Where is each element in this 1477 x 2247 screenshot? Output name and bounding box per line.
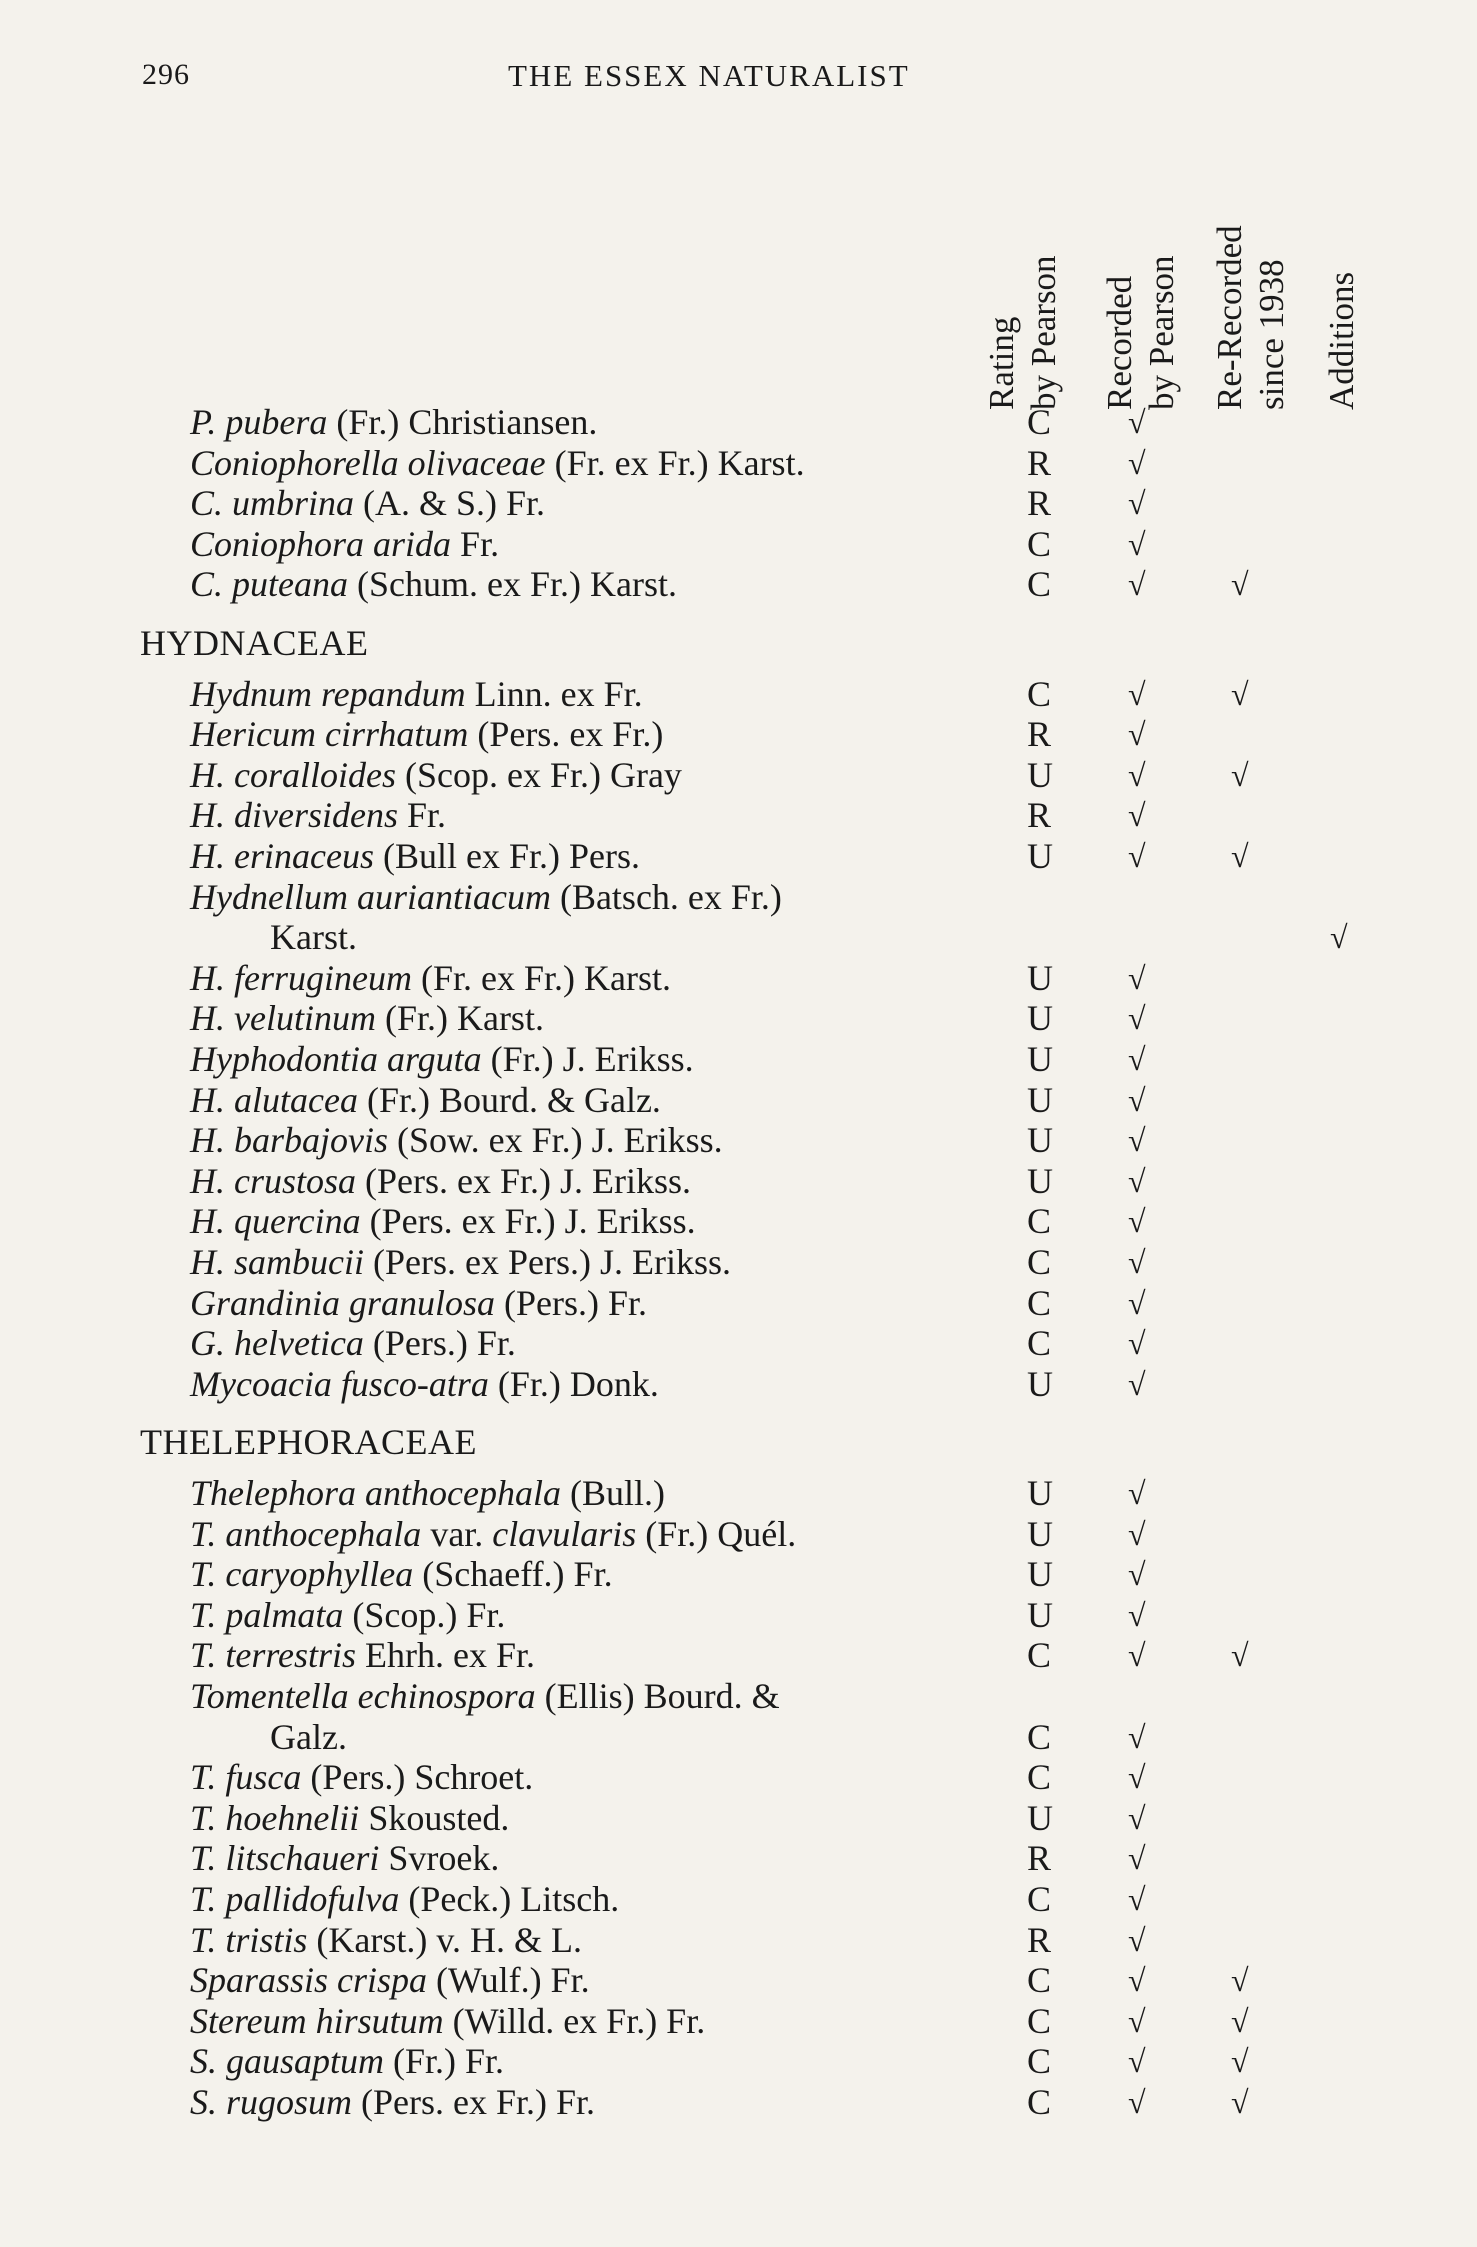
species-name bbox=[190, 958, 671, 998]
species-authority: (Scop. ex Fr.) Gray bbox=[395, 755, 682, 795]
recorded-tick: √ bbox=[1128, 1597, 1146, 1633]
species-authority: (Schum. ex Fr.) Karst. bbox=[348, 564, 677, 604]
species-authority: Karst. bbox=[270, 917, 357, 957]
species-name bbox=[190, 524, 499, 564]
species-authority: (Bull ex Fr.) Pers. bbox=[373, 836, 640, 876]
recorded-tick: √ bbox=[1128, 1800, 1146, 1836]
rating-cell: U bbox=[1027, 1514, 1053, 1554]
species-name bbox=[190, 1283, 647, 1323]
table-row bbox=[0, 795, 1477, 835]
species-name bbox=[190, 836, 640, 876]
species-binomial: Stereum hirsutum bbox=[190, 2001, 444, 2041]
section-heading bbox=[0, 1422, 1477, 1462]
recorded-tick: √ bbox=[1128, 1082, 1146, 1118]
rating-cell: C bbox=[1027, 1323, 1052, 1363]
rerecorded-tick: √ bbox=[1231, 2003, 1249, 2039]
recorded-tick: √ bbox=[1128, 1285, 1146, 1321]
recorded-tick: √ bbox=[1128, 566, 1146, 602]
rerecorded-tick: √ bbox=[1231, 838, 1249, 874]
recorded-tick: √ bbox=[1128, 1366, 1146, 1402]
table-row bbox=[0, 1364, 1477, 1404]
species-binomial: Thelephora anthocephala bbox=[190, 1473, 561, 1513]
species-authority: var. clavularis (Fr.) Quél. bbox=[421, 1514, 797, 1554]
species-binomial: Tomentella echinospora bbox=[190, 1676, 536, 1716]
rating-cell: R bbox=[1027, 714, 1052, 754]
table-row bbox=[0, 1757, 1477, 1797]
recorded-tick: √ bbox=[1128, 838, 1146, 874]
species-binomial: C. puteana bbox=[190, 564, 348, 604]
recorded-tick: √ bbox=[1128, 1922, 1146, 1958]
rating-cell: U bbox=[1027, 1554, 1053, 1594]
table-row bbox=[0, 2041, 1477, 2081]
species-binomial: G. helvetica bbox=[190, 1323, 364, 1363]
species-binomial: T. tristis bbox=[190, 1920, 308, 1960]
column-header-additions: Additions bbox=[1322, 271, 1361, 410]
rating-cell: C bbox=[1027, 1635, 1052, 1675]
table-row bbox=[0, 1242, 1477, 1282]
recorded-tick: √ bbox=[1128, 1881, 1146, 1917]
table-row bbox=[0, 1283, 1477, 1323]
species-authority: (Fr.) Christiansen. bbox=[327, 402, 598, 442]
species-binomial: H. sambucii bbox=[190, 1242, 364, 1282]
species-name bbox=[190, 1554, 613, 1594]
species-authority: (Karst.) v. H. & L. bbox=[307, 1920, 582, 1960]
rating-cell: C bbox=[1027, 1201, 1052, 1241]
rating-cell: C bbox=[1027, 402, 1052, 442]
species-name bbox=[190, 443, 805, 483]
table-row bbox=[0, 1960, 1477, 2000]
species-binomial: H. erinaceus bbox=[190, 836, 374, 876]
species-name bbox=[190, 1676, 780, 1716]
species-binomial: Coniophora arida bbox=[190, 524, 452, 564]
table-row bbox=[0, 2082, 1477, 2122]
rerecorded-tick: √ bbox=[1231, 757, 1249, 793]
table-row bbox=[0, 998, 1477, 1038]
species-name bbox=[190, 1364, 659, 1404]
species-authority: (Bull.) bbox=[560, 1473, 665, 1513]
species-name bbox=[190, 402, 597, 442]
species-name bbox=[270, 917, 357, 957]
species-authority: (Peck.) Litsch. bbox=[399, 1879, 620, 1919]
species-authority: Galz. bbox=[270, 1717, 347, 1757]
table-row bbox=[0, 1201, 1477, 1241]
rating-cell: C bbox=[1027, 524, 1052, 564]
rating-cell: C bbox=[1027, 1242, 1052, 1282]
table-row bbox=[0, 2001, 1477, 2041]
rating-cell: C bbox=[1027, 1717, 1052, 1757]
species-name bbox=[190, 2001, 705, 2041]
recorded-tick: √ bbox=[1128, 485, 1146, 521]
species-binomial: H. crustosa bbox=[190, 1161, 357, 1201]
species-binomial: H. ferrugineum bbox=[190, 958, 412, 998]
species-authority: Ehrh. ex Fr. bbox=[356, 1635, 536, 1675]
species-name bbox=[190, 795, 446, 835]
column-header-rerecorded: Re-Recorded since 1938 bbox=[1210, 225, 1291, 410]
recorded-tick: √ bbox=[1128, 1556, 1146, 1592]
recorded-tick: √ bbox=[1128, 1637, 1146, 1673]
rating-cell: U bbox=[1027, 1120, 1053, 1160]
recorded-tick: √ bbox=[1128, 1203, 1146, 1239]
rerecorded-tick: √ bbox=[1231, 2043, 1249, 2079]
species-name bbox=[190, 1960, 590, 2000]
rating-cell: U bbox=[1027, 755, 1053, 795]
table-row bbox=[0, 564, 1477, 604]
table-row bbox=[0, 1635, 1477, 1675]
rating-cell: C bbox=[1027, 1283, 1052, 1323]
species-name bbox=[270, 1717, 347, 1757]
species-name bbox=[190, 564, 677, 604]
rating-cell: U bbox=[1027, 1364, 1053, 1404]
recorded-tick: √ bbox=[1128, 1244, 1146, 1280]
table-row bbox=[0, 1838, 1477, 1878]
table-row bbox=[0, 1473, 1477, 1513]
rating-cell: U bbox=[1027, 1039, 1053, 1079]
species-name bbox=[190, 998, 544, 1038]
table-row bbox=[0, 1080, 1477, 1120]
species-binomial: H. coralloides bbox=[190, 755, 396, 795]
species-authority: (Fr.) Fr. bbox=[384, 2041, 505, 2081]
table-row bbox=[0, 402, 1477, 442]
rating-cell: C bbox=[1027, 674, 1052, 714]
recorded-tick: √ bbox=[1128, 797, 1146, 833]
species-binomial: Hydnum repandum bbox=[190, 674, 466, 714]
species-binomial: T. fusca bbox=[190, 1757, 302, 1797]
rating-cell: R bbox=[1027, 1920, 1052, 1960]
species-name bbox=[190, 1242, 731, 1282]
species-name bbox=[190, 2041, 504, 2081]
rating-cell: R bbox=[1027, 1838, 1052, 1878]
recorded-tick: √ bbox=[1128, 1325, 1146, 1361]
table-row bbox=[0, 1120, 1477, 1160]
page-number: 296 bbox=[142, 58, 190, 91]
species-binomial: Hyphodontia arguta bbox=[190, 1039, 482, 1079]
section-label: HYDNACEAE bbox=[140, 623, 369, 663]
table-row bbox=[0, 443, 1477, 483]
species-name bbox=[190, 1080, 661, 1120]
species-name bbox=[190, 714, 663, 754]
species-binomial: Mycoacia fusco-atra bbox=[190, 1364, 489, 1404]
recorded-tick: √ bbox=[1128, 960, 1146, 996]
species-name bbox=[190, 1635, 535, 1675]
species-binomial: T. palmata bbox=[190, 1595, 344, 1635]
column-header-rating: Rating by Pearson bbox=[982, 255, 1063, 410]
species-authority: (Pers.) Schroet. bbox=[301, 1757, 534, 1797]
rating-cell: C bbox=[1027, 1960, 1052, 2000]
species-authority: (Fr.) Bourd. & Galz. bbox=[357, 1080, 661, 1120]
species-binomial: T. hoehnelii bbox=[190, 1798, 360, 1838]
recorded-tick: √ bbox=[1128, 1759, 1146, 1795]
section-label: THELEPHORACEAE bbox=[140, 1422, 477, 1462]
rating-cell: C bbox=[1027, 2001, 1052, 2041]
species-authority: (Pers. ex Fr.) bbox=[468, 714, 664, 754]
rating-cell: U bbox=[1027, 1473, 1053, 1513]
table-row bbox=[0, 1161, 1477, 1201]
table-row bbox=[0, 483, 1477, 523]
species-authority: (Pers. ex Fr.) J. Erikss. bbox=[360, 1201, 696, 1241]
table-row bbox=[0, 755, 1477, 795]
recorded-tick: √ bbox=[1128, 526, 1146, 562]
species-binomial: H. alutacea bbox=[190, 1080, 358, 1120]
species-name bbox=[190, 1838, 499, 1878]
recorded-tick: √ bbox=[1128, 1475, 1146, 1511]
species-authority: (Scop.) Fr. bbox=[343, 1595, 506, 1635]
species-name bbox=[190, 483, 545, 523]
recorded-tick: √ bbox=[1128, 2043, 1146, 2079]
table-row bbox=[0, 958, 1477, 998]
table-row bbox=[0, 714, 1477, 754]
rerecorded-tick: √ bbox=[1231, 566, 1249, 602]
table-row bbox=[0, 1514, 1477, 1554]
species-name bbox=[190, 1039, 694, 1079]
species-authority: Fr. bbox=[397, 795, 446, 835]
species-binomial: T. terrestris bbox=[190, 1635, 357, 1675]
section-heading bbox=[0, 623, 1477, 663]
rating-cell: U bbox=[1027, 958, 1053, 998]
species-binomial: Grandinia granulosa bbox=[190, 1283, 496, 1323]
species-authority: (Fr.) Donk. bbox=[488, 1364, 659, 1404]
species-binomial: H. quercina bbox=[190, 1201, 361, 1241]
recorded-tick: √ bbox=[1128, 1041, 1146, 1077]
species-authority: (Wulf.) Fr. bbox=[427, 1960, 590, 2000]
species-binomial: S. rugosum bbox=[190, 2082, 353, 2122]
species-authority: Linn. ex Fr. bbox=[465, 674, 643, 714]
species-name bbox=[190, 1595, 505, 1635]
species-authority: (Schaeff.) Fr. bbox=[413, 1554, 613, 1594]
rating-cell: U bbox=[1027, 1161, 1053, 1201]
species-binomial: S. gausaptum bbox=[190, 2041, 385, 2081]
table-row bbox=[0, 917, 1477, 957]
rating-cell: U bbox=[1027, 836, 1053, 876]
species-authority: (Fr. ex Fr.) Karst. bbox=[545, 443, 805, 483]
recorded-tick: √ bbox=[1128, 1163, 1146, 1199]
species-binomial: Hydnellum auriantiacum bbox=[190, 877, 551, 917]
species-name bbox=[190, 1161, 691, 1201]
recorded-tick: √ bbox=[1128, 1122, 1146, 1158]
species-authority: (Pers. ex Fr.) J. Erikss. bbox=[356, 1161, 692, 1201]
species-authority: (Pers. ex Fr.) Fr. bbox=[352, 2082, 596, 2122]
species-name bbox=[190, 877, 782, 917]
species-name bbox=[190, 674, 643, 714]
recorded-tick: √ bbox=[1128, 1000, 1146, 1036]
rating-cell: U bbox=[1027, 1595, 1053, 1635]
recorded-tick: √ bbox=[1128, 445, 1146, 481]
rating-cell: U bbox=[1027, 998, 1053, 1038]
species-name bbox=[190, 1920, 582, 1960]
recorded-tick: √ bbox=[1128, 2003, 1146, 2039]
rating-cell: C bbox=[1027, 2082, 1052, 2122]
species-binomial: T. litschaueri bbox=[190, 1838, 380, 1878]
species-authority: (Willd. ex Fr.) Fr. bbox=[443, 2001, 706, 2041]
species-name bbox=[190, 1879, 619, 1919]
species-name bbox=[190, 1514, 796, 1554]
recorded-tick: √ bbox=[1128, 716, 1146, 752]
table-row bbox=[0, 1676, 1477, 1716]
species-name bbox=[190, 1323, 516, 1363]
recorded-tick: √ bbox=[1128, 1516, 1146, 1552]
species-name bbox=[190, 1798, 509, 1838]
species-binomial: T. pallidofulva bbox=[190, 1879, 400, 1919]
rating-cell: C bbox=[1027, 1757, 1052, 1797]
table-row bbox=[0, 877, 1477, 917]
species-authority: (Pers.) Fr. bbox=[363, 1323, 516, 1363]
species-binomial: T. anthocephala bbox=[190, 1514, 422, 1554]
rating-cell: U bbox=[1027, 1080, 1053, 1120]
recorded-tick: √ bbox=[1128, 1719, 1146, 1755]
rating-cell: R bbox=[1027, 443, 1052, 483]
rating-cell: R bbox=[1027, 795, 1052, 835]
table-row bbox=[0, 524, 1477, 564]
species-authority: (Sow. ex Fr.) J. Erikss. bbox=[388, 1120, 723, 1160]
table-row bbox=[0, 1554, 1477, 1594]
species-authority: (Pers.) Fr. bbox=[495, 1283, 648, 1323]
table-row bbox=[0, 1879, 1477, 1919]
species-binomial: H. velutinum bbox=[190, 998, 376, 1038]
species-name bbox=[190, 1757, 533, 1797]
table-row bbox=[0, 1920, 1477, 1960]
table-row bbox=[0, 836, 1477, 876]
species-authority: (Pers. ex Pers.) J. Erikss. bbox=[364, 1242, 731, 1282]
species-authority: (Batsch. ex Fr.) bbox=[550, 877, 782, 917]
rating-cell: C bbox=[1027, 564, 1052, 604]
species-name bbox=[190, 2082, 595, 2122]
recorded-tick: √ bbox=[1128, 1962, 1146, 1998]
species-binomial: C. umbrina bbox=[190, 483, 355, 523]
recorded-tick: √ bbox=[1128, 1840, 1146, 1876]
species-authority: (A. & S.) Fr. bbox=[354, 483, 546, 523]
species-authority: Svroek. bbox=[379, 1838, 500, 1878]
species-authority: (Ellis) Bourd. & bbox=[535, 1676, 780, 1716]
species-binomial: Sparassis crispa bbox=[190, 1960, 428, 2000]
species-binomial: Coniophorella olivaceae bbox=[190, 443, 546, 483]
addition-tick: √ bbox=[1330, 919, 1348, 955]
species-binomial: H. diversidens bbox=[190, 795, 398, 835]
table-row bbox=[0, 1798, 1477, 1838]
recorded-tick: √ bbox=[1128, 404, 1146, 440]
rating-cell: C bbox=[1027, 2041, 1052, 2081]
table-row bbox=[0, 1717, 1477, 1757]
rating-cell: U bbox=[1027, 1798, 1053, 1838]
species-binomial: T. caryophyllea bbox=[190, 1554, 414, 1594]
column-header-recorded: Recorded by Pearson bbox=[1100, 255, 1181, 410]
species-binomial: Hericum cirrhatum bbox=[190, 714, 469, 754]
recorded-tick: √ bbox=[1128, 676, 1146, 712]
species-authority: (Fr. ex Fr.) Karst. bbox=[411, 958, 671, 998]
species-authority: (Fr.) Karst. bbox=[375, 998, 544, 1038]
species-name bbox=[190, 755, 682, 795]
species-name bbox=[190, 1201, 696, 1241]
species-name bbox=[190, 1120, 723, 1160]
rerecorded-tick: √ bbox=[1231, 2084, 1249, 2120]
recorded-tick: √ bbox=[1128, 2084, 1146, 2120]
rating-cell: R bbox=[1027, 483, 1052, 523]
table-row bbox=[0, 1323, 1477, 1363]
species-authority: Skousted. bbox=[359, 1798, 510, 1838]
table-row bbox=[0, 674, 1477, 714]
running-title: THE ESSEX NATURALIST bbox=[508, 58, 910, 93]
table-row bbox=[0, 1039, 1477, 1079]
table-row bbox=[0, 1595, 1477, 1635]
species-authority: (Fr.) J. Erikss. bbox=[481, 1039, 694, 1079]
species-name bbox=[190, 1473, 665, 1513]
rerecorded-tick: √ bbox=[1231, 676, 1249, 712]
species-binomial: P. pubera bbox=[190, 402, 328, 442]
rerecorded-tick: √ bbox=[1231, 1962, 1249, 1998]
recorded-tick: √ bbox=[1128, 757, 1146, 793]
rerecorded-tick: √ bbox=[1231, 1637, 1249, 1673]
species-binomial: H. barbajovis bbox=[190, 1120, 388, 1160]
species-authority: Fr. bbox=[451, 524, 500, 564]
rating-cell: C bbox=[1027, 1879, 1052, 1919]
